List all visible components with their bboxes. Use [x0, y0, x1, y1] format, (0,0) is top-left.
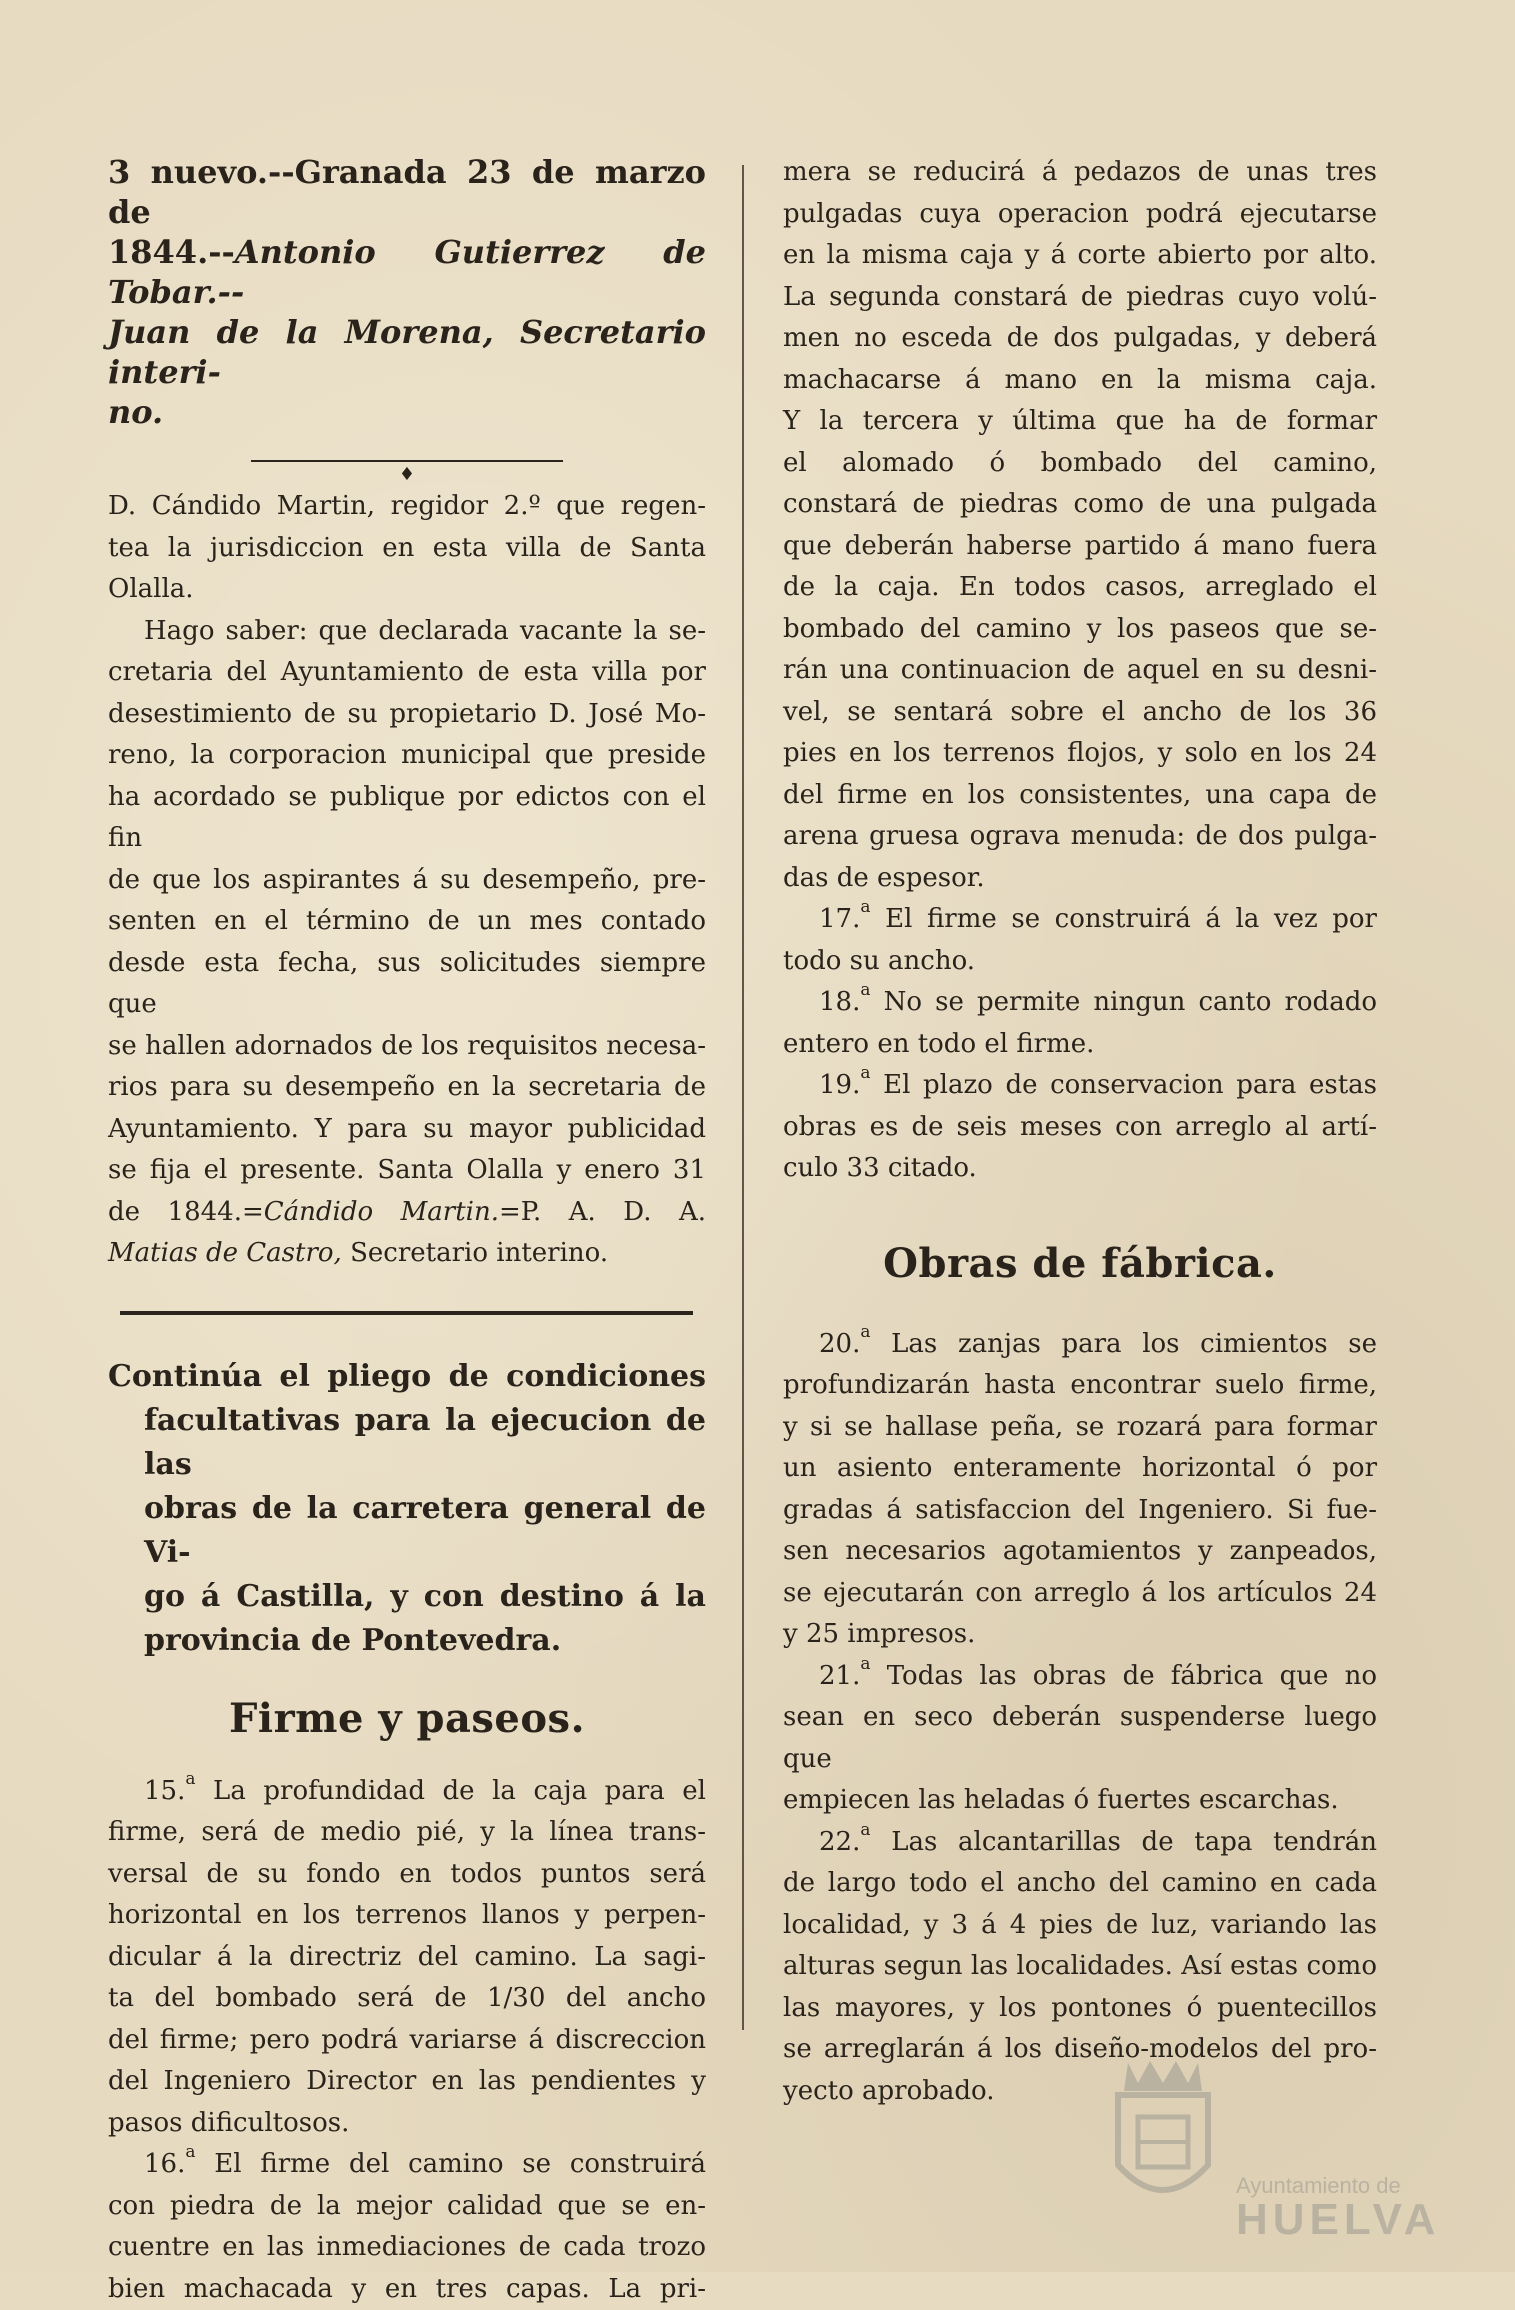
- text-line: horizontal en los terrenos llanos y perpen-: [108, 1895, 706, 1937]
- paragraph-18: [783, 982, 1377, 1065]
- text-line: pulgadas cuya operacion podrá ejecutarse: [783, 194, 1377, 236]
- text-line: 21.$^a$ Todas las obras de fábrica que no: [783, 1656, 1377, 1698]
- text-line: cretaria del Ayuntamiento de esta villa por: [108, 652, 706, 694]
- text-line: 17.$^a$ El firme se construirá á la vez por: [783, 899, 1377, 941]
- text-line: obras de la carretera general de Vi-: [108, 1487, 706, 1575]
- text-line: mera se reducirá á pedazos de unas tres: [783, 152, 1377, 194]
- text-line: versal de su fondo en todos puntos será: [108, 1854, 706, 1896]
- text-line: en la misma caja y á corte abierto por alto.: [783, 235, 1377, 277]
- text-line: bien machacada y en tres capas. La pri-: [108, 2269, 706, 2310]
- text-line: ha acordado se publique por edictos con el fin: [108, 777, 706, 860]
- text-line: desde esta fecha, sus solicitudes siempre que: [108, 943, 706, 1026]
- text-line: el alomado ó bombado del camino,: [783, 443, 1377, 485]
- section-heading-obras: Obras de fábrica.: [783, 1240, 1377, 1288]
- text-line: 16.$^a$ El firme del camino se construirá: [108, 2144, 706, 2186]
- separator-rule: [251, 460, 563, 462]
- text-line: no.: [108, 392, 706, 432]
- notice-heading: [108, 486, 706, 611]
- text-line: se hallen adornados de los requisitos necesa-: [108, 1026, 706, 1068]
- paragraph-16: [108, 2144, 706, 2310]
- text-line: Juan de la Morena, Secretario interi-: [108, 312, 706, 392]
- text-line: D. Cándido Martin, regidor 2.º que regen-: [144, 486, 706, 528]
- text-line: desestimiento de su propietario D. José Mo-: [108, 694, 706, 736]
- text-line: firme, será de medio pié, y la línea trans-: [108, 1812, 706, 1854]
- text-line: profundizarán hasta encontrar suelo firme,: [783, 1365, 1377, 1407]
- text-line: Hago saber: que declarada vacante la se-: [108, 611, 706, 653]
- text-line: se arreglarán á los diseño-modelos del pro-: [783, 2029, 1377, 2071]
- text-line: 22.$^a$ Las alcantarillas de tapa tendrán: [783, 1822, 1377, 1864]
- text-line: las mayores, y los pontones ó puentecillos: [783, 1988, 1377, 2030]
- text-line: provincia de Pontevedra.: [108, 1619, 706, 1663]
- text-line: arena gruesa ograva menuda: de dos pulga-: [783, 816, 1377, 858]
- section-heading-firme: Firme y paseos.: [108, 1695, 706, 1743]
- text-line: pasos dificultosos.: [108, 2103, 706, 2145]
- paragraph-21: [783, 1656, 1377, 1822]
- paragraph-17: [783, 899, 1377, 982]
- text-line: men no esceda de dos pulgadas, y deberá: [783, 318, 1377, 360]
- paragraph-20: [783, 1324, 1377, 1656]
- text-line: entero en todo el firme.: [783, 1024, 1377, 1066]
- ornament-mark: ♦: [108, 466, 706, 484]
- text-line: todo su ancho.: [783, 941, 1377, 983]
- text-line: sean en seco deberán suspenderse luego que: [783, 1697, 1377, 1780]
- text-line: rios para su desempeño en la secretaria de: [108, 1067, 706, 1109]
- text-line: 18.$^a$ No se permite ningun canto rodado: [783, 982, 1377, 1024]
- coat-of-arms-icon: [1098, 2055, 1228, 2215]
- watermark-line1: Ayuntamiento de: [1236, 2173, 1401, 2199]
- text-line: 15.$^a$ La profundidad de la caja para el: [108, 1771, 706, 1813]
- paragraph-15: [108, 1771, 706, 2145]
- text-line: 19.$^a$ El plazo de conservacion para estas: [783, 1065, 1377, 1107]
- text-line: Ayuntamiento. Y para su mayor publicidad: [108, 1109, 706, 1151]
- text-line: se ejecutarán con arreglo á los artículos 24: [783, 1573, 1377, 1615]
- text-line: y si se hallase peña, se rozará para formar: [783, 1407, 1377, 1449]
- text-line: y 25 impresos.: [783, 1614, 1377, 1656]
- text-line: del Ingeniero Director en las pendientes y: [108, 2061, 706, 2103]
- text-line: un asiento enteramente horizontal ó por: [783, 1448, 1377, 1490]
- text-line: Continúa el pliego de condiciones: [108, 1355, 706, 1399]
- text-line: bombado del camino y los paseos que se-: [783, 609, 1377, 651]
- text-line: La segunda constará de piedras cuyo volú-: [783, 277, 1377, 319]
- text-line: alturas segun las localidades. Así estas como: [783, 1946, 1377, 1988]
- text-line: que deberán haberse partido á mano fuera: [783, 526, 1377, 568]
- text-line: das de espesor.: [783, 858, 1377, 900]
- text-line: 3 nuevo.--Granada 23 de marzo de: [108, 152, 706, 232]
- text-line: Y la tercera y última que ha de formar: [783, 401, 1377, 443]
- text-line: del firme; pero podrá variarse á discreccion: [108, 2020, 706, 2062]
- article-title: [108, 1355, 706, 1663]
- text-line: dicular á la directriz del camino. La sagi-: [108, 1937, 706, 1979]
- text-line: cuentre en las inmediaciones de cada trozo: [108, 2227, 706, 2269]
- archive-watermark: [1098, 2055, 1438, 2215]
- text-line: vel, se sentará sobre el ancho de los 36: [783, 692, 1377, 734]
- paragraph-19: [783, 1065, 1377, 1190]
- text-line: machacarse á mano en la misma caja.: [783, 360, 1377, 402]
- text-line: de 1844.=Cándido Martin.=P. A. D. A.: [108, 1192, 706, 1234]
- text-line: localidad, y 3 á 4 pies de luz, variando las: [783, 1905, 1377, 1947]
- text-line: de largo todo el ancho del camino en cada: [783, 1863, 1377, 1905]
- text-line: pies en los terrenos flojos, y solo en los 24: [783, 733, 1377, 775]
- text-line: culo 33 citado.: [783, 1148, 1377, 1190]
- text-line: gradas á satisfaccion del Ingeniero. Si fue-: [783, 1490, 1377, 1532]
- text-line: constará de piedras como de una pulgada: [783, 484, 1377, 526]
- notice-body: [108, 611, 706, 1275]
- text-line: reno, la corporacion municipal que preside: [108, 735, 706, 777]
- column-divider: [742, 165, 744, 2030]
- text-line: obras es de seis meses con arreglo al artí-: [783, 1107, 1377, 1149]
- text-line: tea la jurisdiccion en esta villa de Santa: [144, 528, 706, 570]
- text-line: Matias de Castro, Secretario interino.: [108, 1233, 706, 1275]
- text-line: empiecen las heladas ó fuertes escarchas.: [783, 1780, 1377, 1822]
- left-column: [108, 152, 706, 2310]
- right-column: [783, 152, 1377, 2112]
- text-line: ta del bombado será de 1/30 del ancho: [108, 1978, 706, 2020]
- text-line: go á Castilla, y con destino á la: [108, 1575, 706, 1619]
- paragraph-16-continued: [783, 152, 1377, 899]
- text-line: Olalla.: [144, 569, 706, 611]
- text-line: de que los aspirantes á su desempeño, pre-: [108, 860, 706, 902]
- separator-rule: [120, 1311, 693, 1315]
- edict-closing-block: [108, 152, 706, 432]
- watermark-line2: HUELVA: [1236, 2195, 1440, 2245]
- text-line: sen necesarios agotamientos y zanpeados,: [783, 1531, 1377, 1573]
- text-line: con piedra de la mejor calidad que se en-: [108, 2186, 706, 2228]
- text-line: se fija el presente. Santa Olalla y enero 31: [108, 1150, 706, 1192]
- text-line: rán una continuacion de aquel en su desni-: [783, 650, 1377, 692]
- text-line: de la caja. En todos casos, arreglado el: [783, 567, 1377, 609]
- text-line: yecto aprobado.: [783, 2071, 1377, 2113]
- text-line: senten en el término de un mes contado: [108, 901, 706, 943]
- text-line: 1844.--Antonio Gutierrez de Tobar.--: [108, 232, 706, 312]
- text-line: del firme en los consistentes, una capa de: [783, 775, 1377, 817]
- text-line: facultativas para la ejecucion de las: [108, 1399, 706, 1487]
- text-line: 20.$^a$ Las zanjas para los cimientos se: [783, 1324, 1377, 1366]
